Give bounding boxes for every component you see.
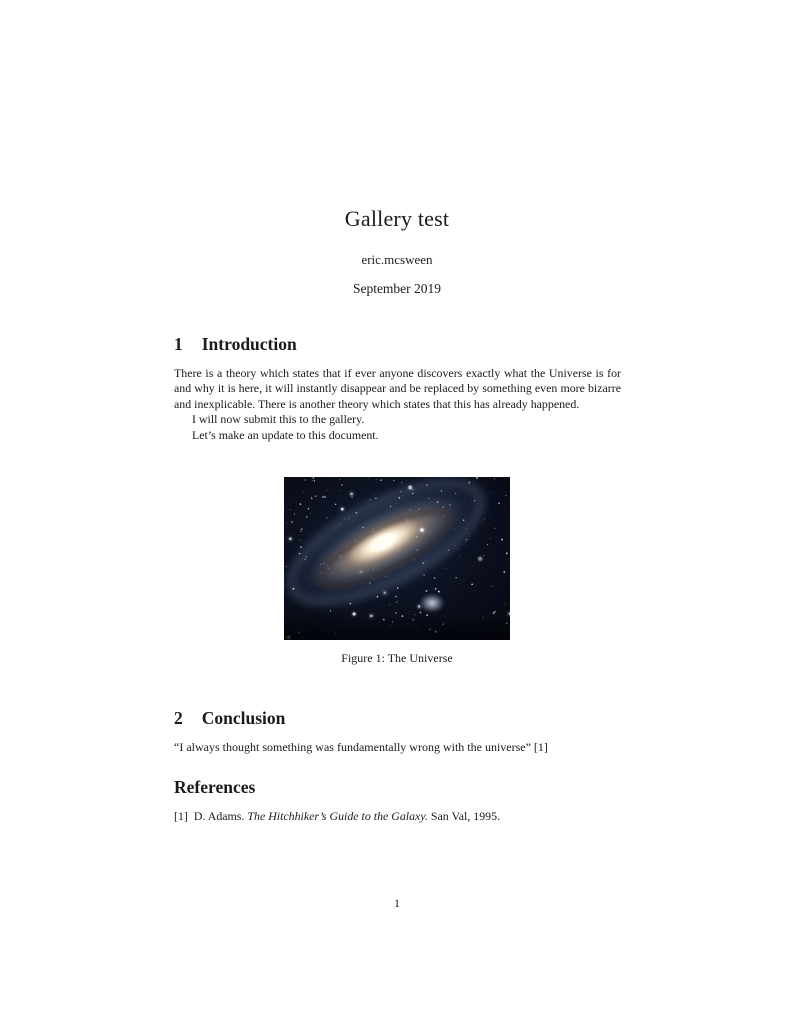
section-heading-introduction [174, 334, 621, 355]
section-title: References [174, 777, 256, 797]
conclusion-quote: “I always thought something was fundamentally wrong with the universe” [1] [174, 740, 548, 754]
document-title: Gallery test [344, 206, 450, 231]
reference-authors: D. Adams. [193, 809, 248, 823]
reference-label: [1] [174, 809, 188, 823]
companion-galaxy-core [420, 528, 423, 531]
reference-publisher: San Val, 1995. [427, 809, 501, 823]
introduction-line-3: Let’s make an update to this document. [192, 427, 379, 442]
section-heading-references [174, 777, 621, 798]
introduction-paragraph: There is a theory which states that if ever anyone discovers exactly what the Universe is for and why it is here, it will instantly disappear and be replaced by something even more bizarre and inexplicable. There is another theory which states that this has already happened. [174, 366, 621, 411]
document-date: September 2019 [352, 281, 442, 296]
andromeda-galaxy-illustration [284, 477, 510, 640]
introduction-body [174, 366, 621, 443]
section-title: Conclusion [201, 708, 286, 728]
companion-galaxy-m110 [419, 593, 445, 613]
section-heading-conclusion [174, 708, 621, 729]
page-number: 1 [394, 896, 400, 910]
figure-caption: Figure 1: The Universe [341, 651, 453, 665]
reference-entry [174, 809, 621, 824]
figure-image [284, 477, 510, 640]
section-number: 2 [174, 708, 183, 728]
introduction-line-2: I will now submit this to the gallery. [192, 412, 365, 427]
photo-vignette [284, 615, 510, 640]
section-number: 1 [174, 334, 183, 354]
section-title: Introduction [201, 334, 297, 354]
reference-work-title: The Hitchhiker’s Guide to the Galaxy. [247, 809, 428, 823]
reference-text [194, 809, 500, 824]
document-author: eric.mcsween [361, 252, 433, 267]
